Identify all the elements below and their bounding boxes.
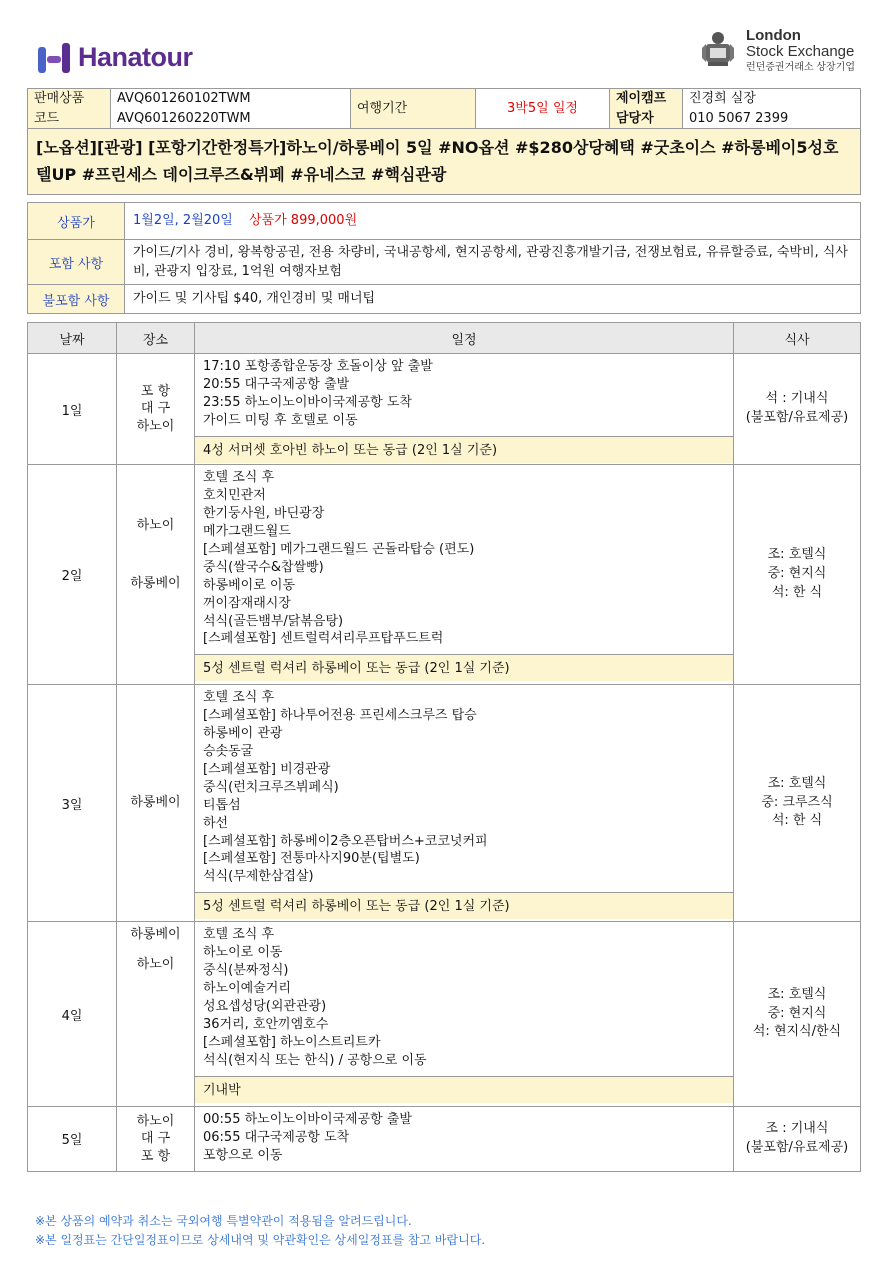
product-info-table bbox=[27, 88, 861, 195]
plan-line: [스페셜포함] 비경관광 bbox=[203, 761, 331, 777]
departure-dates: 1월2일, 2월20일 bbox=[133, 213, 233, 229]
schedule-row bbox=[28, 922, 861, 1107]
header-plan: 일정 bbox=[195, 323, 734, 354]
place-name: 대 구 bbox=[140, 401, 171, 417]
exclude-text: 가이드 및 기사팁 $40, 개인경비 및 매너팁 bbox=[125, 285, 861, 314]
plan-lines bbox=[195, 465, 733, 654]
lse-crest-icon bbox=[698, 28, 738, 68]
header-place: 장소 bbox=[117, 323, 195, 354]
schedule-row bbox=[28, 1107, 861, 1172]
plan-line: 중식(쌀국수&찹쌀빵) bbox=[203, 559, 324, 575]
plan-line: 하선 bbox=[203, 815, 229, 831]
plan-line: [스페셜포함] 전통마사지90분(팁별도) bbox=[203, 851, 420, 867]
hanatour-logo-text: Hanatour bbox=[78, 42, 193, 72]
plan-line: 꺼이잠재래시장 bbox=[203, 595, 291, 611]
plan-line: 00:55 하노이노이바이국제공항 출발 bbox=[203, 1112, 412, 1127]
manager-contact bbox=[683, 89, 861, 129]
plan-line: 17:10 포항종합운동장 호돌이상 앞 출발 bbox=[203, 359, 433, 374]
plan-line: 06:55 대구국제공항 도착 bbox=[203, 1129, 350, 1145]
plan-line: 한기둥사원, 바딘광장 bbox=[203, 505, 325, 521]
place-name: 하노이 bbox=[136, 1113, 175, 1129]
plan-line: 23:55 하노이노이바이국제공항 도착 bbox=[203, 394, 412, 410]
place-name: 포 항 bbox=[140, 1148, 171, 1164]
plan-line: [스페셜포함] 센트럴럭셔리루프탑푸드트럭 bbox=[203, 631, 444, 647]
product-code: AVQ601260220TWM bbox=[117, 110, 251, 126]
schedule-row bbox=[28, 685, 861, 922]
schedule-row bbox=[28, 354, 861, 465]
meal-line: 조: 호텔식 bbox=[767, 775, 827, 791]
header-date: 날짜 bbox=[28, 323, 117, 354]
hanatour-logo bbox=[38, 42, 193, 73]
place-name: 하노이 bbox=[136, 418, 175, 434]
manager-name: 진경희 실장 bbox=[689, 91, 756, 106]
manager-label: 제이캠프 담당자 bbox=[610, 89, 683, 129]
notes bbox=[35, 1212, 485, 1249]
hotel-info: 5성 센트럴 럭셔리 하롱베이 또는 동급 (2인 1실 기준) bbox=[195, 654, 733, 681]
manager-phone: 010 5067 2399 bbox=[689, 110, 789, 126]
meal-cell bbox=[734, 922, 861, 1107]
plan-line: 가이드 미팅 후 호텔로 이동 bbox=[203, 412, 358, 428]
plan-line: 메가그랜드월드 bbox=[203, 523, 291, 539]
price-table bbox=[27, 202, 861, 314]
day-cell: 1일 bbox=[28, 354, 117, 465]
lse-name-line2: Stock Exchange bbox=[745, 42, 855, 60]
meal-line: 석: 한 식 bbox=[771, 584, 823, 600]
plan-line: 티톱섬 bbox=[203, 797, 241, 813]
note-line: ※본 상품의 예약과 취소는 국외여행 특별약관이 적용됨을 알려드립니다. bbox=[35, 1214, 412, 1228]
place-name: 포 항 bbox=[140, 383, 171, 399]
plan-line: 하롱베이로 이동 bbox=[203, 577, 296, 593]
period-label: 여행기간 bbox=[351, 89, 476, 129]
place-cell bbox=[117, 922, 195, 1107]
plan-cell bbox=[195, 922, 734, 1107]
lse-logo bbox=[698, 28, 855, 73]
hotel-info: 기내박 bbox=[195, 1076, 733, 1103]
exclude-label: 불포함 사항 bbox=[28, 285, 125, 314]
plan-cell bbox=[195, 1107, 734, 1172]
product-title: [노옵션][관광] [포항기간한정특가]하노이/하롱베이 5일 #NO옵션 #$280상당혜택 #굿초이스 #하롱베이5성호텔UP #프린세스 데이크루즈&뷔페 #유네스코 #핵심관광 bbox=[28, 129, 861, 195]
price-value bbox=[125, 203, 861, 240]
include-label: 포함 사항 bbox=[28, 240, 125, 285]
plan-line: 중식(런치크루즈뷔페식) bbox=[203, 779, 339, 795]
period-value: 3박5일 일정 bbox=[476, 89, 610, 129]
place-cell bbox=[117, 685, 195, 922]
place-cell bbox=[117, 1107, 195, 1172]
meal-cell bbox=[734, 1107, 861, 1172]
plan-line: [스페셜포함] 하롱베이2층오픈탑버스+코코넛커피 bbox=[203, 833, 488, 849]
meal-line: 중: 현지식 bbox=[767, 1005, 827, 1021]
price-amount: 상품가 899,000원 bbox=[249, 213, 358, 229]
place-name: 하노이 bbox=[136, 517, 175, 533]
plan-cell bbox=[195, 685, 734, 922]
meal-cell bbox=[734, 354, 861, 465]
plan-line: 하노이예술거리 bbox=[203, 980, 291, 996]
place-name: 하롱베이 bbox=[130, 575, 181, 591]
day-cell: 5일 bbox=[28, 1107, 117, 1172]
plan-lines bbox=[195, 922, 733, 1076]
schedule-table bbox=[27, 322, 861, 1172]
place-name: 하노이 bbox=[136, 956, 175, 972]
day-cell: 2일 bbox=[28, 465, 117, 685]
plan-line: [스페셜포함] 하나투어전용 프린세스크루즈 탑승 bbox=[203, 707, 477, 723]
hotel-info: 4성 서머셋 호아빈 하노이 또는 동급 (2인 1실 기준) bbox=[195, 436, 733, 463]
plan-line: [스페셜포함] 메가그랜드월드 곤돌라탑승 (편도) bbox=[203, 541, 475, 557]
product-codes bbox=[111, 89, 351, 129]
plan-line: 중식(분짜정식) bbox=[203, 962, 289, 978]
plan-line: 36거리, 호안끼엠호수 bbox=[203, 1016, 329, 1032]
lse-name-line1: London bbox=[745, 27, 801, 44]
plan-line: [스페셜포함] 하노이스트리트카 bbox=[203, 1034, 381, 1050]
plan-line: 석식(골든뱀부/닭볶음탕) bbox=[203, 613, 344, 629]
plan-line: 20:55 대구국제공항 출발 bbox=[203, 376, 350, 392]
meal-line: 석: 한 식 bbox=[771, 813, 823, 829]
place-name: 대 구 bbox=[140, 1131, 171, 1147]
plan-lines bbox=[195, 1107, 733, 1171]
plan-line: 승솟동굴 bbox=[203, 743, 254, 759]
plan-line: 호텔 조식 후 bbox=[203, 927, 275, 942]
plan-line: 포항으로 이동 bbox=[203, 1147, 283, 1163]
product-code-label: 판매상품 코드 bbox=[28, 89, 111, 129]
place-cell bbox=[117, 354, 195, 465]
meal-line: 조 : 기내식 bbox=[765, 1121, 829, 1137]
product-code: AVQ601260102TWM bbox=[117, 91, 251, 106]
include-text: 가이드/기사 경비, 왕복항공권, 전용 차량비, 국내공항세, 현지공항세, 관광진흥개발기금, 전쟁보험료, 유류할증료, 숙박비, 식사비, 관광지 입장료, 1억원 여행자보험 bbox=[125, 240, 861, 285]
price-label: 상품가 bbox=[28, 203, 125, 240]
schedule-row bbox=[28, 465, 861, 685]
place-cell bbox=[117, 465, 195, 685]
meal-line: 석 : 기내식 bbox=[765, 391, 829, 407]
place-name: 하롱베이 bbox=[130, 795, 181, 811]
meal-line: (불포함/유료제공) bbox=[745, 410, 849, 425]
meal-line: 중: 현지식 bbox=[767, 566, 827, 582]
plan-line: 석식(현지식 또는 한식) / 공항으로 이동 bbox=[203, 1052, 427, 1068]
header-meal: 식사 bbox=[734, 323, 861, 354]
lse-listing-note: 런던증권거래소 상장기업 bbox=[745, 61, 855, 73]
meal-cell bbox=[734, 465, 861, 685]
plan-line: 하롱베이 관광 bbox=[203, 725, 283, 741]
plan-line: 호텔 조식 후 bbox=[203, 470, 275, 485]
meal-line: (불포함/유료제공) bbox=[745, 1139, 849, 1155]
note-line: ※본 일정표는 간단일정표이므로 상세내역 및 약관확인은 상세일정표를 참고 바랍니다. bbox=[35, 1232, 486, 1247]
hotel-info: 5성 센트럴 럭셔리 하롱베이 또는 동급 (2인 1실 기준) bbox=[195, 892, 733, 919]
plan-line: 호텔 조식 후 bbox=[203, 690, 275, 705]
meal-line: 석: 현지식/한식 bbox=[752, 1024, 842, 1040]
meal-line: 중: 크루즈식 bbox=[761, 794, 833, 810]
meal-line: 조: 호텔식 bbox=[767, 986, 827, 1002]
plan-line: 석식(무제한삼겹살) bbox=[203, 869, 314, 885]
plan-lines bbox=[195, 685, 733, 892]
plan-line: 하노이로 이동 bbox=[203, 944, 283, 960]
place-name: 하롱베이 bbox=[130, 927, 181, 942]
day-cell: 4일 bbox=[28, 922, 117, 1107]
hanatour-logo-icon bbox=[38, 43, 72, 73]
plan-lines bbox=[195, 354, 733, 436]
page-header bbox=[38, 28, 855, 86]
plan-line: 성요셉성당(외관관광) bbox=[203, 998, 327, 1014]
plan-line: 호치민관저 bbox=[203, 487, 266, 503]
day-cell: 3일 bbox=[28, 685, 117, 922]
plan-cell bbox=[195, 465, 734, 685]
meal-line: 조: 호텔식 bbox=[767, 547, 827, 563]
meal-cell bbox=[734, 685, 861, 922]
plan-cell bbox=[195, 354, 734, 465]
